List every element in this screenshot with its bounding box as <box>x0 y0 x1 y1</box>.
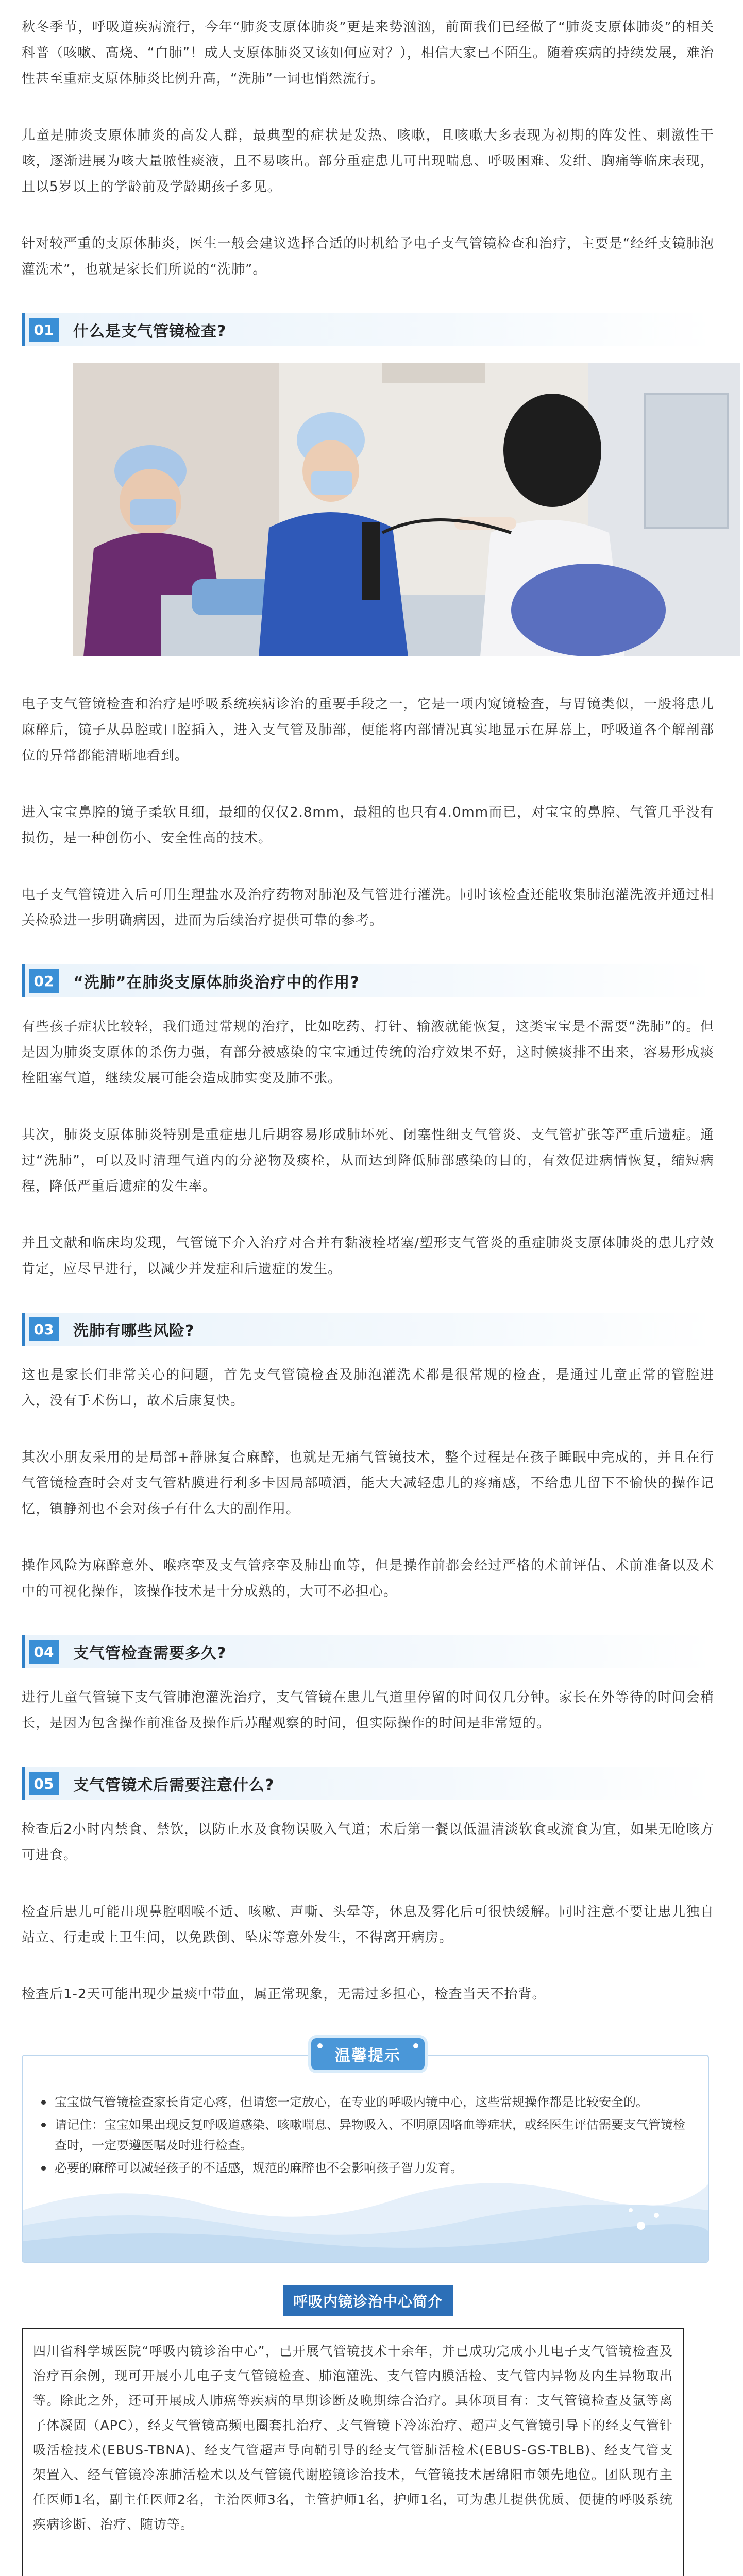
section-title: 洗肺有哪些风险? <box>73 1322 195 1340</box>
section-heading <box>22 1767 714 1800</box>
tip-item <box>40 2114 687 2156</box>
tip-text: 宝宝做气管镜检查家长肯定心疼，但请您一定放心，在专业的呼吸内镜中心，这些常规操作都是比较安全的。 <box>55 2095 648 2109</box>
section-number: 05 <box>29 1772 59 1795</box>
tips-box <box>22 2055 709 2263</box>
center-intro-text: 四川省科学城医院“呼吸内镜诊治中心”，已开展气管镜技术十余年，并已成功完成小儿电子支气管镜检查及治疗百余例，现可开展小儿电子支气管镜检查、肺泡灌洗、支气管内膜活检、支气管内异物及内生异物取出等。除此之外，还可开展成人肺癌等疾病的早期诊断及晚期综合治疗。具体项目有：支气管镜检查及氩等离子体凝固（APC），经支气管镜高频电圈套扎治疗、支气管镜下冷冻治疗、超声支气管镜引导下的经支气管针吸活检技术(EBUS-TBNA)、经支气管超声导向鞘引导的经支气管肺活检术(EBUS-GS-TBLB)、经支气管支架置入、经气管镜冷冻肺活检术以及气管镜代谢腔镜诊治技术，气管镜技术居绵阳市领先地位。团队现有主任医师1名，副主任医师2名，主治医师3名，主管护师1名，护师1名，可为患儿提供优质、便捷的呼吸系统疾病诊断、治疗、随访等。 <box>33 2344 673 2532</box>
section-title: “洗肺”在肺炎支原体肺炎治疗中的作用? <box>73 974 360 992</box>
section-paragraph: 检查后2小时内禁食、禁饮，以防止水及食物误吸入气道；术后第一餐以低温清淡软食或流食为宜，如果无呛咳方可进食。 <box>22 1822 714 1863</box>
section-paragraph: 并且文献和临床均发现，气管镜下介入治疗对合并有黏液栓堵塞/塑形支气管炎的重症肺炎支原体肺炎的患儿疗效肯定，应尽早进行，以减少并发症和后遗症的发生。 <box>22 1235 714 1277</box>
section-title: 什么是支气管镜检查? <box>73 323 227 341</box>
section-paragraph: 检查后1-2天可能出现少量痰中带血，属正常现象，无需过多担心，检查当天不抬背。 <box>22 1987 546 2002</box>
section-number: 02 <box>29 969 59 993</box>
section-title: 支气管镜术后需要注意什么? <box>73 1776 275 1794</box>
section-number: 03 <box>29 1317 59 1341</box>
section-paragraph: 进行儿童气管镜下支气管肺泡灌洗治疗，支气管镜在患儿气道里停留的时间仅几分钟。家长在外等待的时间会稍长，是因为包含操作前准备及操作后苏醒观察的时间，但实际操作的时间是非常短的。 <box>22 1690 714 1731</box>
tips-list <box>40 2092 687 2178</box>
section-paragraph: 其次小朋友采用的是局部+静脉复合麻醉，也就是无痛气管镜技术，整个过程是在孩子睡眠中完成的，并且在行气管镜检查时会对支气管粘膜进行利多卡因局部喷洒，能大大减轻患儿的疼痛感，不给患儿留下不愉快的操作记忆，镇静剂也不会对孩子有什么大的副作用。 <box>22 1450 714 1517</box>
section-paragraph: 电子支气管镜检查和治疗是呼吸系统疾病诊治的重要手段之一，它是一项内窥镜检查，与胃镜类似，一般将患儿麻醉后，镜子从鼻腔或口腔插入，进入支气管及肺部，便能将内部情况真实地显示在屏幕上，呼吸道各个解剖部位的异常都能清晰地看到。 <box>22 697 714 764</box>
section-heading <box>22 1635 714 1668</box>
center-intro-box <box>22 2328 684 2576</box>
section-paragraph: 这也是家长们非常关心的问题，首先支气管镜检查及肺泡灌洗术都是很常规的检查，是通过儿童正常的管腔进入，没有手术伤口，故术后康复快。 <box>22 1367 714 1409</box>
intro-paragraph: 儿童是肺炎支原体肺炎的高发人群，最典型的症状是发热、咳嗽，且咳嗽大多表现为初期的阵发性、刺激性干咳，逐渐进展为咳大量脓性痰液，且不易咳出。部分重症患儿可出现喘息、呼吸困难、发绀、胸痛等临床表现，且以5岁以上的学龄前及学龄期孩子多见。 <box>22 128 714 195</box>
tip-item <box>40 2158 687 2178</box>
tip-item <box>40 2092 687 2112</box>
bullet-icon <box>41 2166 46 2171</box>
section-paragraph: 进入宝宝鼻腔的镜子柔软且细，最细的仅仅2.8mm，最粗的也只有4.0mm而已，对宝宝的鼻腔、气管几乎没有损伤，是一种创伤小、安全性高的技术。 <box>22 805 714 846</box>
section-paragraph: 检查后患儿可能出现鼻腔咽喉不适、咳嗽、声嘶、头晕等，休息及雾化后可很快缓解。同时注意不要让患儿独自站立、行走或上卫生间，以免跌倒、坠床等意外发生，不得离开病房。 <box>22 1904 714 1945</box>
medical-team-illustration <box>73 363 740 656</box>
section-paragraph: 电子支气管镜进入后可用生理盐水及治疗药物对肺泡及气管进行灌洗。同时该检查还能收集肺泡灌洗液并通过相关检验进一步明确病因，进而为后续治疗提供可靠的参考。 <box>22 887 714 928</box>
section-number: 04 <box>29 1640 59 1664</box>
section-heading <box>22 964 714 997</box>
badge-dot-icon <box>317 2043 323 2048</box>
section-heading <box>22 313 714 346</box>
bullet-icon <box>41 2123 46 2127</box>
tips-badge <box>311 2038 425 2070</box>
intro-paragraph: 秋冬季节，呼吸道疾病流行，今年“肺炎支原体肺炎”更是来势汹汹，前面我们已经做了“肺炎支原体肺炎”的相关科普（咳嗽、高烧、“白肺”！成人支原体肺炎又该如何应对？），相信大家已不陌生。随着疾病的持续发展，难治性甚至重症支原体肺炎比例升高，“洗肺”一词也悄然流行。 <box>22 20 714 87</box>
center-title: 呼吸内镜诊治中心简介 <box>283 2285 453 2316</box>
section-paragraph: 操作风险为麻醉意外、喉痉挛及支气管痉挛及肺出血等，但是操作前都会经过严格的术前评估、术前准备以及术中的可视化操作，该操作技术是十分成熟的，大可不必担心。 <box>22 1558 714 1599</box>
tips-panel <box>22 2038 714 2263</box>
tips-title: 温馨提示 <box>335 2047 401 2065</box>
article-page <box>0 14 743 2576</box>
center-heading <box>22 2285 714 2316</box>
badge-dot-icon <box>413 2043 418 2048</box>
intro-paragraph: 针对较严重的支原体肺炎，医生一般会建议选择合适的时机给予电子支气管镜检查和治疗，主要是“经纤支镜肺泡灌洗术”，也就是家长们所说的“洗肺”。 <box>22 236 714 277</box>
bullet-icon <box>41 2100 46 2105</box>
bronchoscopy-photo <box>73 363 740 656</box>
section-paragraph: 有些孩子症状比较轻，我们通过常规的治疗，比如吃药、打针、输液就能恢复，这类宝宝是不需要“洗肺”的。但是因为肺炎支原体的杀伤力强，有部分被感染的宝宝通过传统的治疗效果不好，这时候痰排不出来，容易形成痰栓阻塞气道，继续发展可能会造成肺实变及肺不张。 <box>22 1019 714 1086</box>
section-paragraph: 其次，肺炎支原体肺炎特别是重症患儿后期容易形成肺坏死、闭塞性细支气管炎、支气管扩张等严重后遗症。通过“洗肺”，可以及时清理气道内的分泌物及痰栓，从而达到降低肺部感染的目的，有效促进病情恢复，缩短病程，降低严重后遗症的发生率。 <box>22 1127 714 1194</box>
tip-text: 请记住：宝宝如果出现反复呼吸道感染、咳嗽喘息、异物吸入、不明原因咯血等症状，或经医生评估需要支气管镜检查时，一定要遵医嘱及时进行检查。 <box>55 2117 685 2153</box>
section-number: 01 <box>29 318 59 342</box>
section-heading <box>22 1313 714 1346</box>
article-content <box>0 14 743 2576</box>
tip-text: 必要的麻醉可以减轻孩子的不适感，规范的麻醉也不会影响孩子智力发育。 <box>55 2161 463 2175</box>
section-title: 支气管检查需要多久? <box>73 1645 227 1663</box>
